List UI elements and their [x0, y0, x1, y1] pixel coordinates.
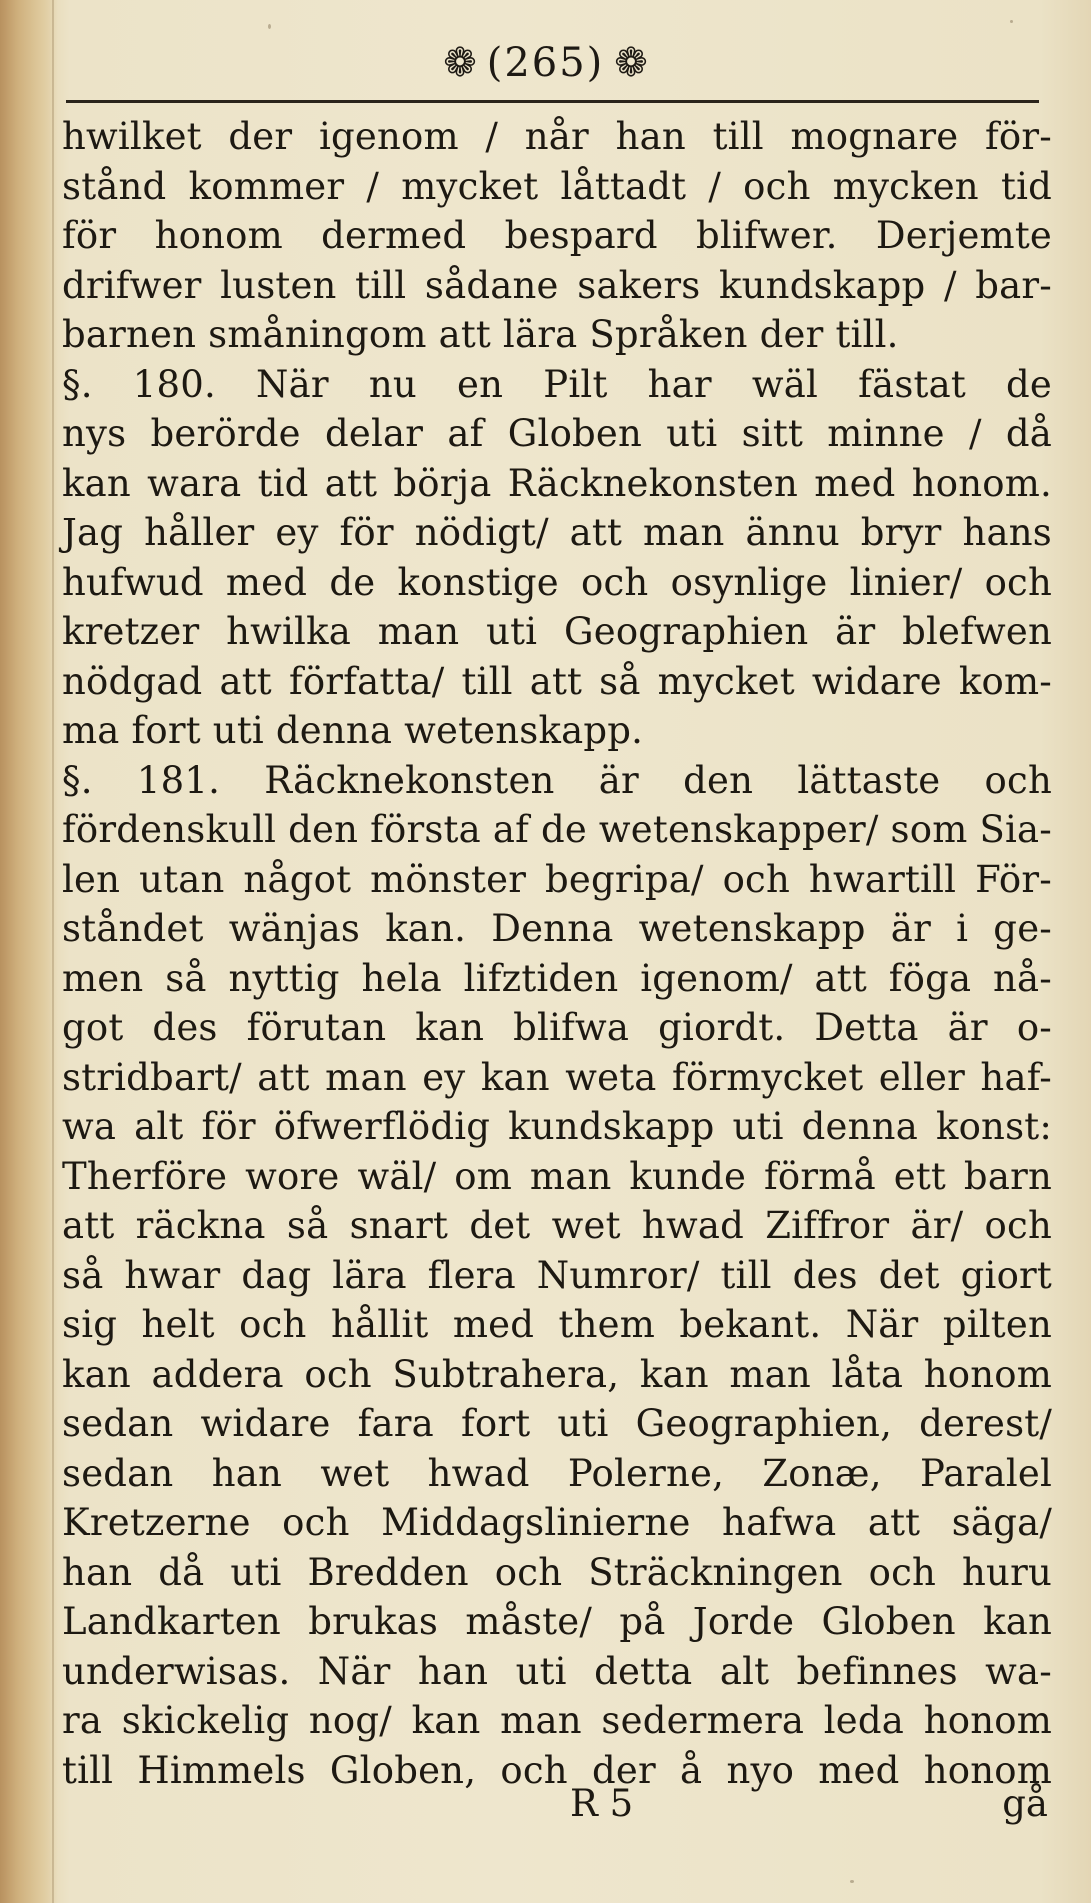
text-line: Jag håller ey för nödigt/ att man ännu bryr hans [62, 511, 1052, 554]
text-line: barnen småningom att lära Språken der till. [62, 313, 899, 356]
page-spine-edge [0, 0, 58, 1903]
text-line: stånd kommer / mycket låttadt / och mycken tid [62, 164, 1052, 208]
page-footer [62, 1782, 1052, 1832]
text-line: got des förutan kan blifwa giordt. Detta är o- [62, 1006, 1052, 1049]
page-number: (265) [486, 40, 605, 86]
signature-mark: R 5 [570, 1782, 634, 1825]
text-line: han då uti Bredden och Sträckningen och huru [62, 1550, 1052, 1594]
text-line: drifwer lusten till sådane sakers kundskapp / bar- [62, 263, 1052, 307]
text-line: till Himmels Globen, och der å nyo med honom [62, 1748, 1052, 1792]
text-line: sig helt och hållit med them bekant. När pilten [62, 1303, 1052, 1346]
text-line: så hwar dag lära flera Numror/ till des det giort [62, 1253, 1052, 1297]
flower-ornament-icon: ❁ [614, 40, 648, 86]
catchword: gå [1002, 1782, 1048, 1825]
text-line: hufwud med de konstige och osynlige linier/ och [62, 560, 1052, 604]
text-line: ståndet wänjas kan. Denna wetenskapp är i ge- [62, 907, 1052, 950]
page-header [0, 28, 1091, 98]
text-line: att räckna så snart det wet hwad Ziffror är/ och [62, 1204, 1052, 1247]
text-line: Kretzerne och Middagslinierne hafwa att säga/ [62, 1501, 1052, 1544]
text-line: wa alt för öfwerflödig kundskapp uti denna konst: [62, 1105, 1052, 1148]
text-line: nödgad att författa/ till att så mycket widare kom- [62, 659, 1052, 703]
gutter-line [52, 0, 54, 1903]
text-line: fördenskull den första af de wetenskapper/ som Sia- [62, 808, 1052, 851]
flower-ornament-icon: ❁ [443, 40, 477, 86]
text-line: §. 181. Räcknekonsten är den lättaste och [62, 758, 1052, 802]
paper-speck [850, 1880, 854, 1883]
body-text [62, 112, 1052, 1795]
text-line: för honom dermed bespard blifwer. Derjemte [62, 214, 1052, 257]
text-line: kretzer hwilka man uti Geographien är blefwen [62, 610, 1052, 653]
text-line: ra skickelig nog/ kan man sedermera leda honom [62, 1699, 1052, 1742]
text-line: kan addera och Subtrahera, kan man låta honom [62, 1352, 1052, 1396]
text-line: kan wara tid att börja Räcknekonsten med honom. [62, 461, 1052, 505]
paper-speck [1010, 20, 1013, 23]
text-line: hwilket der igenom / når han till mognare för- [62, 115, 1052, 158]
text-line: underwisas. När han uti detta alt befinnes wa- [62, 1649, 1052, 1693]
text-line: men så nyttig hela lifztiden igenom/ att föga nå- [62, 956, 1052, 1000]
text-line: Therföre wore wäl/ om man kunde förmå ett barn [62, 1154, 1052, 1198]
text-line: len utan något mönster begripa/ och hwartill För- [62, 857, 1052, 901]
text-line: Landkarten brukas måste/ på Jorde Globen kan [62, 1600, 1052, 1643]
header-rule [66, 100, 1039, 103]
text-line: §. 180. När nu en Pilt har wäl fästat de [62, 362, 1052, 406]
text-line: ma fort uti denna wetenskapp. [62, 709, 644, 752]
paper-speck [268, 24, 271, 29]
text-line: sedan han wet hwad Polerne, Zonæ, Paralel [62, 1451, 1052, 1495]
text-line: sedan widare fara fort uti Geographien, derest/ [62, 1402, 1052, 1445]
text-line: stridbart/ att man ey kan weta förmycket eller haf- [62, 1055, 1052, 1099]
text-line: nys berörde delar af Globen uti sitt minne / då [62, 412, 1052, 455]
